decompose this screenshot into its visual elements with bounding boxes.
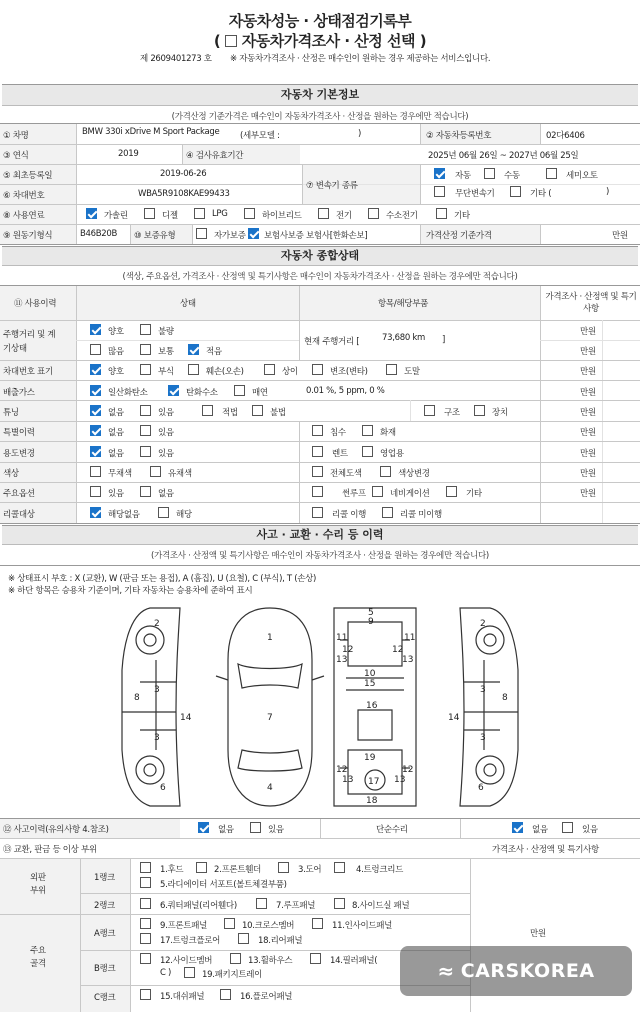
first-reg-value: 2019-06-26 bbox=[160, 169, 207, 179]
warranty-label: ⑩ 보증유형 bbox=[134, 231, 176, 241]
part-label-8-right: 8 bbox=[502, 693, 508, 703]
recall-applicable-checkbox[interactable] bbox=[158, 507, 169, 518]
main-frame-label: 주요 골격 bbox=[30, 946, 46, 969]
rankB-label: B랭크 bbox=[94, 964, 116, 974]
part-label-13-rear-right: 13 bbox=[394, 775, 406, 785]
part-label-14-right: 14 bbox=[448, 713, 460, 723]
part-label-10: 10 bbox=[364, 669, 376, 679]
tuning-none-checkbox[interactable] bbox=[90, 405, 101, 416]
fuel-hydrogen-checkbox[interactable] bbox=[368, 208, 379, 219]
transmission-label: ⑦ 변속기 종류 bbox=[306, 181, 358, 191]
part-label-15: 15 bbox=[364, 679, 376, 689]
detail-model-label: (세부모델 : bbox=[240, 131, 280, 141]
part-label-12-front-right: 12 bbox=[392, 645, 404, 655]
header-note: ※ 자동차가격조사 · 산정은 매수인이 원하는 경우 제공하는 서비스입니다. bbox=[230, 54, 491, 64]
part-label-11-left: 11 bbox=[336, 633, 348, 643]
accident-exist-checkbox[interactable] bbox=[250, 822, 261, 833]
full-paint-checkbox[interactable] bbox=[312, 466, 323, 477]
car-name-value: BMW 330i xDrive M Sport Package bbox=[82, 127, 220, 137]
document-subtitle: ( 자동차가격조사 · 산정 선택 ) bbox=[213, 32, 427, 50]
part-label-13-front-left: 13 bbox=[336, 655, 348, 665]
exchange-label: ⑬ 교환, 판금 등 이상 부위 bbox=[3, 845, 97, 855]
part-label-12-rear-right: 12 bbox=[402, 765, 414, 775]
achromatic-checkbox[interactable] bbox=[90, 466, 101, 477]
general-status-note: (색상, 주요옵션, 가격조사 · 산정액 및 특기사항은 매수인이 자동차가격조사 · 산정을 원하는 경우에만 적습니다) bbox=[122, 272, 518, 282]
fire-checkbox[interactable] bbox=[362, 425, 373, 436]
part-label-3-right-front: 3 bbox=[480, 685, 486, 695]
door-checkbox[interactable] bbox=[278, 862, 289, 873]
floor-panel-checkbox[interactable] bbox=[220, 989, 231, 1000]
gauge-bad-checkbox[interactable] bbox=[140, 324, 151, 335]
trans-cvt-checkbox[interactable] bbox=[434, 186, 445, 197]
exchange-price-label: 가격조사 · 산정액 및 특기사항 bbox=[492, 845, 599, 855]
col-history: ⑪ 사용이력 bbox=[14, 299, 57, 309]
part-label-5: 5 bbox=[368, 608, 374, 618]
side-sill-checkbox[interactable] bbox=[334, 898, 345, 909]
gauge-good-checkbox[interactable] bbox=[90, 324, 101, 335]
part-label-11-right: 11 bbox=[404, 633, 416, 643]
fuel-hybrid-checkbox[interactable] bbox=[244, 208, 255, 219]
part-label-6-right: 6 bbox=[478, 783, 484, 793]
flame-logo-icon: ≈ bbox=[437, 959, 455, 983]
trans-auto-checkbox[interactable] bbox=[434, 168, 445, 179]
emission-hc-checkbox[interactable] bbox=[168, 385, 179, 396]
part-label-19: 19 bbox=[364, 753, 376, 763]
fuel-diesel-checkbox[interactable] bbox=[144, 208, 155, 219]
dash-panel-checkbox[interactable] bbox=[140, 989, 151, 1000]
tuning-label: 튜닝 bbox=[3, 408, 19, 418]
part-label-12-front-left: 12 bbox=[342, 645, 354, 655]
repair-exist-checkbox[interactable] bbox=[562, 822, 573, 833]
rank2-label: 2랭크 bbox=[94, 901, 115, 911]
general-status-header: 자동차 종합상태 bbox=[2, 246, 638, 266]
recall-done-checkbox[interactable] bbox=[312, 507, 323, 518]
color-label: 색상 bbox=[3, 469, 19, 479]
quarter-panel-checkbox[interactable] bbox=[140, 898, 151, 909]
part-label-2-right: 2 bbox=[480, 619, 486, 629]
tuning-structure-checkbox[interactable] bbox=[424, 405, 435, 416]
inspection-valid-label: ④ 검사유효기간 bbox=[186, 151, 244, 161]
first-reg-label: ⑤ 최초등록일 bbox=[3, 171, 53, 181]
part-label-8-left: 8 bbox=[134, 693, 140, 703]
color-change-checkbox[interactable] bbox=[380, 466, 391, 477]
hood-checkbox[interactable] bbox=[140, 862, 151, 873]
inside-panel-checkbox[interactable] bbox=[312, 918, 323, 929]
vin-mark-good-checkbox[interactable] bbox=[90, 364, 101, 375]
vin-mark-alter-checkbox[interactable] bbox=[312, 364, 323, 375]
part-label-13-front-right: 13 bbox=[402, 655, 414, 665]
mileage-label: 주행거리 및 계기상태 bbox=[3, 330, 56, 354]
part-label-4: 4 bbox=[267, 783, 273, 793]
emission-co-checkbox[interactable] bbox=[90, 385, 101, 396]
emission-smoke-checkbox[interactable] bbox=[234, 385, 245, 396]
mileage-value: 73,680 km bbox=[382, 333, 425, 343]
vin-value: WBA5R9108KAE99433 bbox=[138, 189, 230, 199]
part-label-3-left-front: 3 bbox=[154, 685, 160, 695]
trunk-floor-checkbox[interactable] bbox=[140, 933, 151, 944]
special-none-checkbox[interactable] bbox=[90, 425, 101, 436]
main-option-label: 주요옵션 bbox=[3, 489, 35, 499]
pillar-panel-checkbox[interactable] bbox=[310, 953, 321, 964]
legend-symbols: ※ 상태표시 부호 : X (교환), W (판금 또는 용접), A (흠집), U (요철), C (부식), T (손상) bbox=[8, 574, 317, 584]
simple-repair-label: 단순수리 bbox=[376, 825, 408, 835]
option-none-checkbox[interactable] bbox=[140, 486, 151, 497]
tuning-legal-checkbox[interactable] bbox=[202, 405, 213, 416]
part-label-1: 1 bbox=[267, 633, 273, 643]
special-history-label: 특별이력 bbox=[3, 428, 35, 438]
mileage-normal-checkbox[interactable] bbox=[140, 344, 151, 355]
part-label-2-left: 2 bbox=[154, 619, 160, 629]
vin-mark-rust-checkbox[interactable] bbox=[140, 364, 151, 375]
car-damage-diagram bbox=[110, 600, 530, 814]
carskorea-watermark: ≈ CARSKOREA bbox=[400, 946, 632, 996]
recall-not-checkbox[interactable] bbox=[382, 507, 393, 518]
recall-label: 리콜대상 bbox=[3, 510, 35, 520]
rankC-label: C랭크 bbox=[94, 993, 116, 1003]
tuning-exist-checkbox[interactable] bbox=[140, 405, 151, 416]
fuel-label: ⑧ 사용연료 bbox=[3, 211, 45, 221]
rear-panel-checkbox[interactable] bbox=[238, 933, 249, 944]
special-exist-checkbox[interactable] bbox=[140, 425, 151, 436]
part-label-17: 17 bbox=[368, 777, 380, 787]
part-label-14-left: 14 bbox=[180, 713, 192, 723]
accident-header: 사고 · 교환 · 수리 등 이력 bbox=[2, 525, 638, 545]
accident-none-checkbox[interactable] bbox=[198, 822, 209, 833]
navigation-checkbox[interactable] bbox=[372, 486, 383, 497]
col-item: 항목/해당부품 bbox=[378, 299, 429, 309]
part-label-3-right-rear: 3 bbox=[480, 733, 486, 743]
chromatic-checkbox[interactable] bbox=[150, 466, 161, 477]
fuel-gasoline-checkbox[interactable] bbox=[86, 208, 97, 219]
fuel-etc-checkbox[interactable] bbox=[436, 208, 447, 219]
base-price-label: 가격산정 기준가격 bbox=[426, 231, 492, 241]
basic-info-header: 자동차 기본정보 bbox=[2, 84, 638, 106]
roof-panel-checkbox[interactable] bbox=[256, 898, 267, 909]
radiator-support-checkbox[interactable] bbox=[140, 877, 151, 888]
part-label-18: 18 bbox=[366, 796, 378, 806]
trans-manual-checkbox[interactable] bbox=[484, 168, 495, 179]
usage-none-checkbox[interactable] bbox=[90, 446, 101, 457]
inspection-valid-value: 2025년 06월 26일 ~ 2027년 06월 25일 bbox=[428, 151, 579, 161]
reg-number-value: 02다6406 bbox=[546, 131, 585, 141]
side-member-checkbox[interactable] bbox=[140, 953, 151, 964]
fuel-electric-checkbox[interactable] bbox=[318, 208, 329, 219]
emission-label: 배출가스 bbox=[3, 388, 35, 398]
flood-checkbox[interactable] bbox=[312, 425, 323, 436]
warranty-self-checkbox[interactable] bbox=[196, 228, 207, 239]
vin-mark-label: 차대번호 표기 bbox=[3, 367, 53, 377]
rankA-label: A랭크 bbox=[94, 929, 116, 939]
inspection-record-page: 자동차성능 · 상태점검기록부 ( 자동차가격조사 · 산정 선택 ) 제 2609401273 호 ※ 자동차가격조사 · 산정은 매수인이 원하는 경우 제공하는 서비스입니다. 자동차 기본정보 (가격산정 기준가격은 매수인이 자동차가격조사 · 산정을 원하는 경우에만 적습니다) ① 차명 BMW 330i xDrive M Sport Package (세부모델 : ) ② 자동차등록번호 02다6406 ③ 연식 2019 ④ 검사유효기간 2025년 06월 26일 ~ 2027년 06월 25일 ⑤ 최초등록일 2019-06-26 ⑦ 변속기 종류 자동 수동 세미오토 무단변속기 기타 ( ) ⑥ 차대번호 WBA5R9108KAE99433 ⑧ 사용연료 가솔린 디젤 LPG 하이브리드 전기 수소전기 기타 ⑨ 원동기형식 B46B20B ⑩ 보증유형 자가보증 보험사보증 보험사[한화손보] 가격산정 기준가격 만원 자동차 종합상태 (색상, 주요옵션, 가격조사 · 산정액 및 특기사항은 매수인이 자동차가격조사 · 산정을 원하는 경우에만 적습니다) ⑪ 사용이력 상태 항목/해당부품 가격조사 · 산정액 및 특기사항 주행거리 및 계기상태 양호 불량 많음 보통 적음 현재 주행거리 [ 73,680 km ] 만원 만원 차대번호 표기 양호 부식 훼손(오손) 상이 변조(변타) 도말 만원 배출가스 일산화탄소 탄화수소 매연 0.01 %, 5 ppm, 0 % 만원 튜닝 없음 있음 적법 불법 구조 장치 만원 특별이력 없음 있음 침수 화재 만원 용도변경 없음 있음 렌트 영업용 만원 색상 무채색 유채색 전체도색 색상변경 만원 주요옵션 있음 없음 썬루프 네비게이션 기타 만원 리콜대상 해당없음 해당 리콜 이행 리콜 미이행 사고 · 교환 · 수리 등 이력 (가격조사 · 산정액 및 특기사항은 매수인이 자동차가격조사 · 산정을 원하는 경우에만 적습니다) ※ 상태표시 부호 : X (교환), W (판금 또는 용접), A (흠집), U (요철), C (부식), T (손상) ※ 하단 항목은 승용차 기준이며, 기타 자동차는 승용차에 준하여 표시 2 3 3 14 6 8 1 7 4 5 9 11 11 12 12 13 13 10 15 16 19 12 12 13 13 17 18 2 3 3 14 6 8 ⑫ 사고이력(유의사항 4.참조) 없음 있음 단순수리 없음 있음 ⑬ 교환, 판금 등 이상 부위 가격조사 · 산정액 및 특기사항 외판 부위 1랭크 1.후드 2.프론트휀더 3.도어 4.트렁크리드 5.라디에이터 서포트(볼트체결부품) 2랭크 6.쿼터패널(리어휀다) 7.루프패널 8.사이드실 패널 주요 골격 A랭크 9.프론트패널 10.크로스멤버 11.인사이드패널 17.트렁크플로어 18.리어패널 B랭크 12.사이드멤버 13.휠하우스 14.필러패널( C ) 19.패키지트레이 C랭크 15.대쉬패널 16.플로어패널 만원 ≈ CARSKOREA bbox=[0, 0, 640, 1012]
option-etc-checkbox[interactable] bbox=[446, 486, 457, 497]
wheel-house-checkbox[interactable] bbox=[230, 953, 241, 964]
trans-etc-checkbox[interactable] bbox=[510, 186, 521, 197]
document-number: 제 2609401273 호 bbox=[140, 54, 212, 64]
repair-none-checkbox[interactable] bbox=[512, 822, 523, 833]
recall-na-checkbox[interactable] bbox=[90, 507, 101, 518]
option-exist-checkbox[interactable] bbox=[90, 486, 101, 497]
engine-type-label: ⑨ 원동기형식 bbox=[3, 231, 53, 241]
mileage-few-checkbox[interactable] bbox=[188, 344, 199, 355]
front-fender-checkbox[interactable] bbox=[196, 862, 207, 873]
accident-history-label: ⑫ 사고이력(유의사항 4.참조) bbox=[3, 825, 109, 835]
col-state: 상태 bbox=[180, 299, 196, 309]
front-panel-checkbox[interactable] bbox=[140, 918, 151, 929]
year-value: 2019 bbox=[118, 149, 139, 159]
legend-note: ※ 하단 항목은 승용차 기준이며, 기타 자동차는 승용차에 준하여 표시 bbox=[8, 586, 253, 596]
reg-number-label: ② 자동차등록번호 bbox=[426, 131, 492, 141]
fuel-lpg-checkbox[interactable] bbox=[194, 208, 205, 219]
business-checkbox[interactable] bbox=[362, 446, 373, 457]
tuning-illegal-checkbox[interactable] bbox=[252, 405, 263, 416]
cross-member-checkbox[interactable] bbox=[224, 918, 235, 929]
part-label-16: 16 bbox=[366, 701, 378, 711]
part-label-13-rear-left: 13 bbox=[342, 775, 354, 785]
accident-note: (가격조사 · 산정액 및 특기사항은 매수인이 자동차가격조사 · 산정을 원하는 경우에만 적습니다) bbox=[151, 551, 489, 561]
tuning-device-checkbox[interactable] bbox=[474, 405, 485, 416]
trunk-lid-checkbox[interactable] bbox=[334, 862, 345, 873]
basic-info-note: (가격산정 기준가격은 매수인이 자동차가격조사 · 산정을 원하는 경우에만 적습니다) bbox=[171, 112, 469, 122]
warranty-insurance-checkbox[interactable] bbox=[248, 228, 259, 239]
car-name-label: ① 차명 bbox=[3, 131, 29, 141]
usage-exist-checkbox[interactable] bbox=[140, 446, 151, 457]
document-title: 자동차성능 · 상태점검기록부 bbox=[228, 12, 412, 30]
usage-change-label: 용도변경 bbox=[3, 449, 35, 459]
part-label-3-left-rear: 3 bbox=[154, 733, 160, 743]
rank1-label: 1랭크 bbox=[94, 873, 115, 883]
rent-checkbox[interactable] bbox=[312, 446, 323, 457]
sunroof-checkbox[interactable] bbox=[312, 486, 323, 497]
col-price: 가격조사 · 산정액 및 특기사항 bbox=[545, 292, 637, 314]
engine-type-value: B46B20B bbox=[80, 229, 118, 239]
part-label-7: 7 bbox=[267, 713, 273, 723]
mileage-many-checkbox[interactable] bbox=[90, 344, 101, 355]
vin-mark-damage-checkbox[interactable] bbox=[188, 364, 199, 375]
trans-semi-checkbox[interactable] bbox=[546, 168, 557, 179]
emission-values: 0.01 %, 5 ppm, 0 % bbox=[306, 386, 385, 396]
part-label-9: 9 bbox=[368, 617, 374, 627]
part-label-6-left: 6 bbox=[160, 783, 166, 793]
vin-mark-differ-checkbox[interactable] bbox=[264, 364, 275, 375]
vin-label: ⑥ 차대번호 bbox=[3, 191, 45, 201]
package-tray-checkbox[interactable] bbox=[184, 967, 195, 978]
vin-mark-smear-checkbox[interactable] bbox=[386, 364, 397, 375]
price-survey-checkbox[interactable] bbox=[225, 35, 237, 47]
part-label-12-rear-left: 12 bbox=[336, 765, 348, 775]
outer-panel-label: 외판 부위 bbox=[30, 873, 46, 896]
year-label: ③ 연식 bbox=[3, 151, 29, 161]
